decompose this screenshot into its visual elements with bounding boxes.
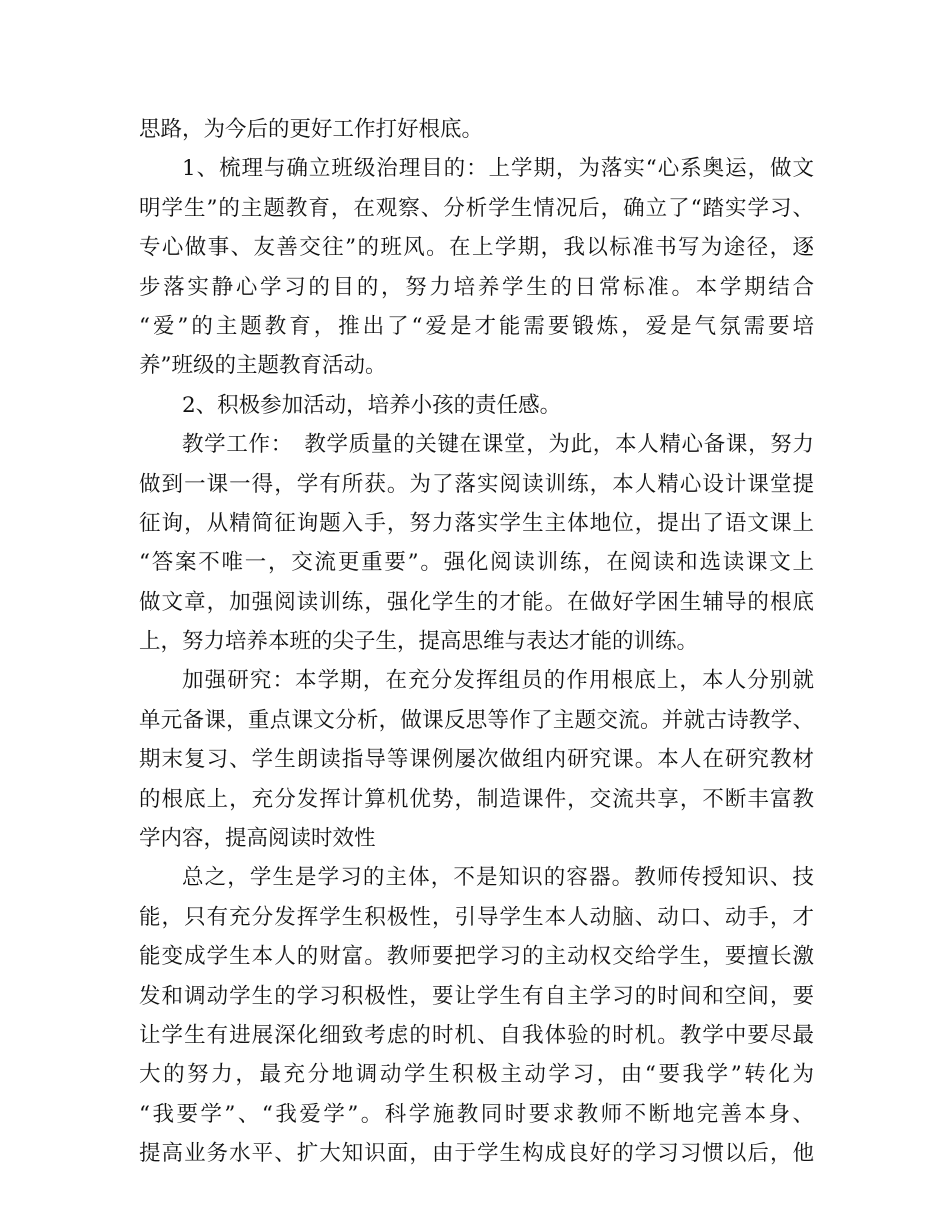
text-line: 提高业务水平、扩大知识面，由于学生构成良好的学习习惯以后，他 <box>139 1141 814 1167</box>
text-line: 做文章，加强阅读训练，强化学生的才能。在做好学困生辅导的根底 <box>139 589 814 615</box>
text-line: 单元备课，重点课文分析，做课反思等作了主题交流。并就古诗教学、 <box>139 707 814 733</box>
text-line: “我要学”、“我爱学”。科学施教同时要求教师不断地完善本身、 <box>139 1101 814 1127</box>
text-line: 做到一课一得，学有所获。为了落实阅读训练，本人精心设计课堂提 <box>139 471 814 497</box>
text-line: 让学生有进展深化细致考虑的时机、自我体验的时机。教学中要尽最 <box>139 1022 814 1048</box>
paragraph-first-line: 2、积极参加活动，培养小孩的责任感。 <box>182 392 562 418</box>
text-line: 期末复习、学生朗读指导等课例屡次做组内研究课。本人在研究教材 <box>139 747 814 773</box>
text-line: 学内容，提高阅读时效性 <box>139 826 376 852</box>
text-line: 步落实静心学习的目的，努力培养学生的日常标准。本学期结合 <box>139 274 814 300</box>
text-line: 养”班级的主题教育活动。 <box>139 353 387 379</box>
text-line: 专心做事、友善交往”的班风。在上学期，我以标准书写为途径，逐 <box>139 235 814 261</box>
paragraph-first-line: 总之，学生是学习的主体，不是知识的容器。教师传授知识、技 <box>182 865 814 891</box>
text-line: “答案不唯一，交流更重要”。强化阅读训练，在阅读和选读课文上 <box>139 550 814 576</box>
paragraph-first-line: 教学工作： 教学质量的关键在课堂，为此，本人精心备课，努力 <box>182 432 814 458</box>
text-line: 发和调动学生的学习积极性，要让学生有自主学习的时间和空间，要 <box>139 983 814 1009</box>
text-line: 能变成学生本人的财富。教师要把学习的主动权交给学生，要擅长激 <box>139 944 814 970</box>
paragraph-first-line: 加强研究：本学期，在充分发挥组员的作用根底上，本人分别就 <box>182 668 814 694</box>
text-line: 征询，从精简征询题入手，努力落实学生主体地位，提出了语文课上 <box>139 510 814 536</box>
text-line: 能，只有充分发挥学生积极性，引导学生本人动脑、动口、动手，才 <box>139 904 814 930</box>
text-line: 上，努力培养本班的尖子生，提高思维与表达才能的训练。 <box>139 629 699 655</box>
document-body-text <box>139 110 814 1174</box>
text-line: 明学生”的主题教育，在观察、分析学生情况后，确立了“踏实学习、 <box>139 195 814 221</box>
paragraph-first-line: 1、梳理与确立班级治理目的：上学期，为落实“心系奥运，做文 <box>182 156 814 182</box>
text-line: 思路，为今后的更好工作打好根底。 <box>139 117 484 142</box>
text-line: 大的努力，最充分地调动学生积极主动学习，由“要我学”转化为 <box>139 1062 814 1088</box>
text-line: “爱”的主题教育，推出了“爱是才能需要锻炼，爱是气氛需要培 <box>139 313 814 339</box>
text-line: 的根底上，充分发挥计算机优势，制造课件，交流共享，不断丰富教 <box>139 786 814 812</box>
